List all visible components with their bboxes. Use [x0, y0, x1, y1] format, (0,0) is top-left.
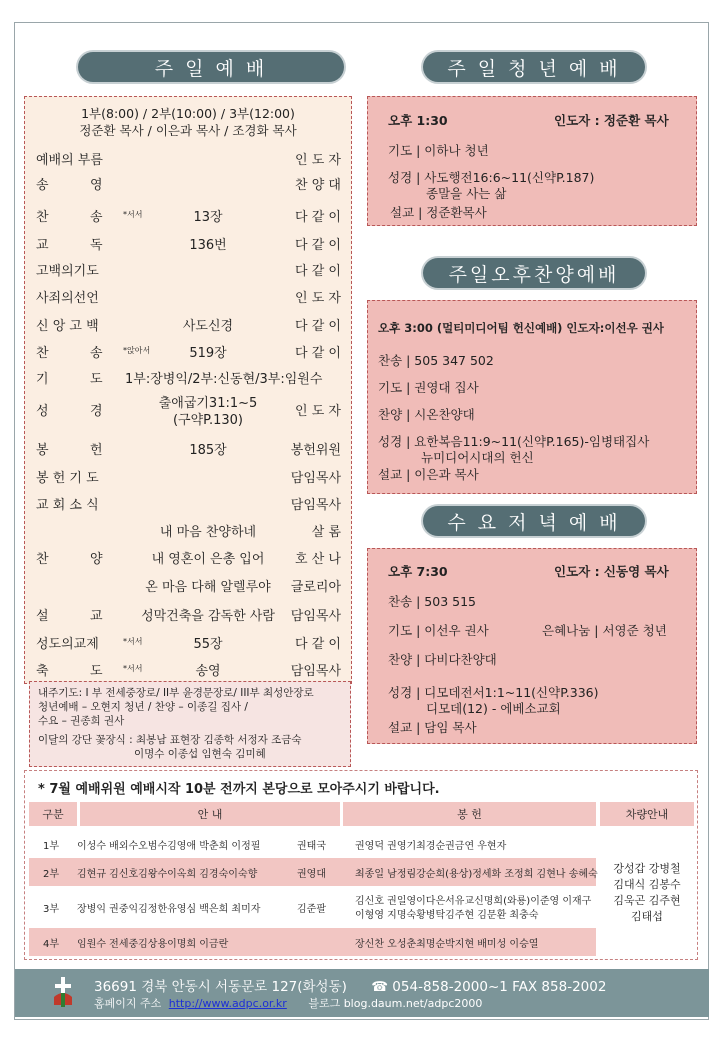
posture-tag: *서서: [123, 664, 143, 673]
afternoon-hymn: 찬송 | 505 347 502: [378, 353, 494, 368]
order-leader: 글로리아: [290, 580, 341, 595]
order-item: 송: [36, 178, 49, 193]
order-item: 축: [36, 664, 49, 679]
afternoon-sermon: 설교 | 이은과 목사: [378, 467, 479, 482]
order-item: 교 회 소 식: [36, 498, 99, 513]
order-row: [25, 342, 351, 364]
order-leader: 담임목사: [290, 609, 341, 624]
wednesday-hymn: 찬송 | 503 515: [388, 594, 476, 609]
order-item: 봉: [36, 443, 49, 458]
row-part: 4부: [43, 939, 60, 950]
order-leader: 담임목사: [290, 664, 341, 679]
row-offering-lead: 김준팔: [297, 904, 326, 915]
note-line: 이달의 강단 꽃장식 : 최봉남 표현장 김종학 서정자 조금숙: [38, 734, 302, 746]
col-offering: 봉 헌: [343, 802, 596, 826]
driver-line: 김대식 김봉수: [613, 877, 681, 891]
footer-address-line: [94, 975, 606, 995]
driver-line: 김태섭: [631, 909, 663, 923]
order-content: 성막건축을 감독한 사람: [141, 609, 275, 624]
afternoon-header: 오후 3:00 (멀티미디어팀 헌신예배) 인도자:이선우 권사: [378, 321, 664, 335]
church-address: 36691 경북 안동시 서동문로 127(화성동): [94, 979, 347, 995]
order-item: 기: [36, 372, 49, 387]
driver-line: 강성갑 강병철: [613, 861, 681, 875]
order-row: [25, 467, 351, 489]
afternoon-prayer: 기도 | 권영대 집사: [378, 380, 479, 395]
order-item-2: 영: [90, 178, 103, 193]
order-content-2: (구약P.130): [172, 413, 244, 428]
order-content: 1부:장병익/2부:신동현/3부:임원수: [125, 372, 323, 387]
order-content: 136번: [189, 238, 227, 253]
order-of-service: [24, 96, 352, 684]
order-row: [25, 315, 351, 337]
order-item: 봉 헌 기 도: [36, 471, 99, 486]
order-content: 519장: [189, 346, 227, 361]
order-row: [25, 260, 351, 282]
youth-service-box: [367, 96, 697, 226]
afternoon-scripture: 성경 | 요한복음11:9~11(신약P.165)-임병태집사: [378, 434, 650, 449]
col-part: 구분: [29, 802, 77, 826]
row-part: 2부: [43, 869, 60, 880]
row-part: 3부: [43, 904, 60, 915]
order-content: 출애굽기31:1~5: [158, 396, 258, 411]
note-line: 수요 – 권종희 권사: [38, 715, 125, 727]
order-item: 교: [36, 238, 49, 253]
order-item: 설: [36, 609, 49, 624]
order-row: [25, 396, 351, 428]
footer-web-line: [94, 995, 482, 1011]
wednesday-prayer: 기도 | 이선우 권사: [388, 623, 489, 638]
order-leader: 다 같 이: [295, 319, 341, 334]
order-leader: 봉헌위원: [290, 443, 341, 458]
wednesday-scripture-title: 디모데(12) - 에베소교회: [426, 701, 561, 716]
posture-tag: *앉아서: [123, 346, 151, 355]
order-item-2: 송: [90, 210, 103, 225]
drivers-cell: [600, 830, 694, 955]
order-item-2: 헌: [90, 443, 103, 458]
row-offering: 김신호 권일영이다은서유교신명희(와룡)이준영 이재구: [355, 896, 592, 907]
wednesday-service-title: 수 요 저 녁 예 배: [423, 506, 645, 536]
row-guide: 김현규 김신호김왕수이옥희 김경숙이숙향: [77, 869, 258, 880]
order-leader: 인 도 자: [295, 291, 341, 306]
ushers-title: * 7월 예배위원 예배시작 10분 전까지 본당으로 모아주시기 바랍니다.: [38, 782, 440, 797]
col-guide: 안 내: [80, 802, 340, 826]
wednesday-scripture: 성경 | 디모데전서1:1~11(신약P.336): [388, 685, 599, 700]
row-offering-2: 이형영 지명숙황병탁김주현 김문환 최충숙: [355, 910, 539, 921]
row-guide: 이성수 배외수오범수김영애 박춘희 이정필: [77, 841, 261, 852]
note-line: 청년예배 – 오현지 청년 / 찬양 – 이종길 집사 /: [38, 701, 248, 713]
order-leader: 호 산 나: [295, 552, 341, 567]
wednesday-leader: 인도자 : 신동영 목사: [554, 564, 669, 579]
order-row: [25, 633, 351, 655]
wednesday-service-box: [367, 548, 697, 744]
row-offering: 최종일 남정림강순희(용상)정세화 조정희 김현나 송혜숙: [355, 869, 598, 880]
wednesday-sermon: 설교 | 담임 목사: [388, 720, 477, 735]
order-leader: 다 같 이: [295, 238, 341, 253]
row-part: 1부: [43, 841, 60, 852]
order-leader: 담임목사: [290, 498, 341, 513]
order-row: [25, 521, 351, 543]
wednesday-choir: 찬양 | 다비다찬양대: [388, 652, 497, 667]
order-leader: 다 같 이: [295, 346, 341, 361]
order-leader: 찬 양 대: [295, 178, 341, 193]
note-line: 내주기도: I 부 전세중장로/ II부 윤경문장로/ III부 최성안장로: [38, 687, 314, 699]
church-phone: ☎ 054-858-2000~1 FAX 858-2002: [371, 979, 607, 995]
order-row: [25, 368, 351, 390]
order-item: 찬: [36, 552, 49, 567]
order-item: 찬: [36, 346, 49, 361]
order-row: [25, 174, 351, 196]
youth-scripture: 성경 | 사도행전16:6~11(신약P.187): [388, 170, 595, 185]
order-row: [25, 605, 351, 627]
afternoon-service-title: 주일오후찬양예배: [423, 258, 645, 288]
order-content: 사도신경: [182, 319, 234, 334]
order-item-2: 도: [90, 372, 103, 387]
order-row: [25, 548, 351, 570]
order-content: 185장: [189, 443, 227, 458]
footer: [15, 969, 709, 1017]
blog-address: 블로그 blog.daum.net/adpc2000: [308, 997, 483, 1010]
order-content: 내 마음 찬양하네: [159, 525, 257, 540]
order-item-2: 양: [90, 552, 103, 567]
posture-tag: *서서: [123, 210, 143, 219]
row-offering-lead: 권태국: [297, 841, 326, 852]
order-content: 온 마음 다해 알렐루야: [145, 580, 271, 595]
order-row: [25, 439, 351, 461]
order-item-2: 교: [90, 609, 103, 624]
youth-service-title: 주 일 청 년 예 배: [423, 52, 645, 82]
youth-time: 오후 1:30: [388, 113, 448, 128]
order-row: [25, 576, 351, 598]
weekly-notes: [29, 681, 351, 767]
col-drivers: 차량안내: [600, 802, 694, 826]
order-leader: 다 같 이: [295, 264, 341, 279]
order-item: 신 앙 고 백: [36, 319, 99, 334]
youth-sermon: 설교 | 정준환목사: [390, 205, 487, 220]
order-content: 내 영혼이 은총 입어: [151, 552, 265, 567]
wednesday-sharing: 은혜나눔 | 서영준 청년: [542, 623, 667, 638]
homepage-link[interactable]: http://www.adpc.or.kr: [168, 997, 287, 1010]
order-row: [25, 234, 351, 256]
homepage-label: 홈페이지 주소: [94, 997, 162, 1010]
afternoon-choir: 찬양 | 시온찬양대: [378, 407, 475, 422]
row-guide: 장병익 권중익김정한유영심 백은희 최미자: [77, 904, 261, 915]
row-offering: 장신찬 오성춘최명순박지현 배미성 이승열: [355, 939, 539, 950]
order-item: 예배의 부름: [36, 153, 103, 168]
row-offering: 권영덕 권영기최경순권금연 우현자: [355, 841, 507, 852]
youth-prayer: 기도 | 이하나 청년: [388, 143, 489, 158]
order-row: [25, 149, 351, 171]
wednesday-time: 오후 7:30: [388, 564, 448, 579]
order-row: [25, 206, 351, 228]
church-cross-icon: [51, 975, 75, 1011]
order-item: 성: [36, 404, 49, 419]
order-content: 송영: [195, 664, 221, 679]
order-item: 성도의교제: [36, 637, 99, 652]
order-leader: 인 도 자: [295, 153, 341, 168]
posture-tag: *서서: [123, 637, 143, 646]
order-leader: 담임목사: [290, 471, 341, 486]
note-line: 이명수 이종섭 임현숙 김미혜: [134, 748, 266, 760]
service-pastors: 정준환 목사 / 이은과 목사 / 조경화 목사: [79, 123, 297, 138]
afternoon-service-box: [367, 300, 697, 494]
sunday-service-title: 주 일 예 배: [78, 52, 344, 82]
order-item-2: 독: [90, 238, 103, 253]
order-item: 사죄의선언: [36, 291, 99, 306]
order-content: 55장: [193, 637, 223, 652]
order-row: [25, 494, 351, 516]
order-content: 13장: [193, 210, 223, 225]
driver-line: 김욱곤 김주현: [613, 893, 681, 907]
order-item-2: 송: [90, 346, 103, 361]
order-leader: 다 같 이: [295, 637, 341, 652]
order-item-2: 경: [90, 404, 103, 419]
row-guide: 임원수 전세중김상용이명희 이금란: [77, 939, 229, 950]
afternoon-scripture-title: 뉴미디어시대의 헌신: [421, 450, 534, 465]
youth-leader: 인도자 : 정준환 목사: [554, 113, 669, 128]
order-item-2: 도: [90, 664, 103, 679]
row-offering-lead: 권영대: [297, 869, 326, 880]
service-times: 1부(8:00) / 2부(10:00) / 3부(12:00): [81, 106, 295, 121]
order-item: 고백의기도: [36, 264, 99, 279]
order-leader: 인 도 자: [295, 404, 341, 419]
order-row: [25, 287, 351, 309]
order-leader: 살 롬: [311, 525, 341, 540]
order-leader: 다 같 이: [295, 210, 341, 225]
order-row: [25, 660, 351, 682]
order-item: 찬: [36, 210, 49, 225]
youth-scripture-title: 종말을 사는 삶: [426, 186, 507, 201]
